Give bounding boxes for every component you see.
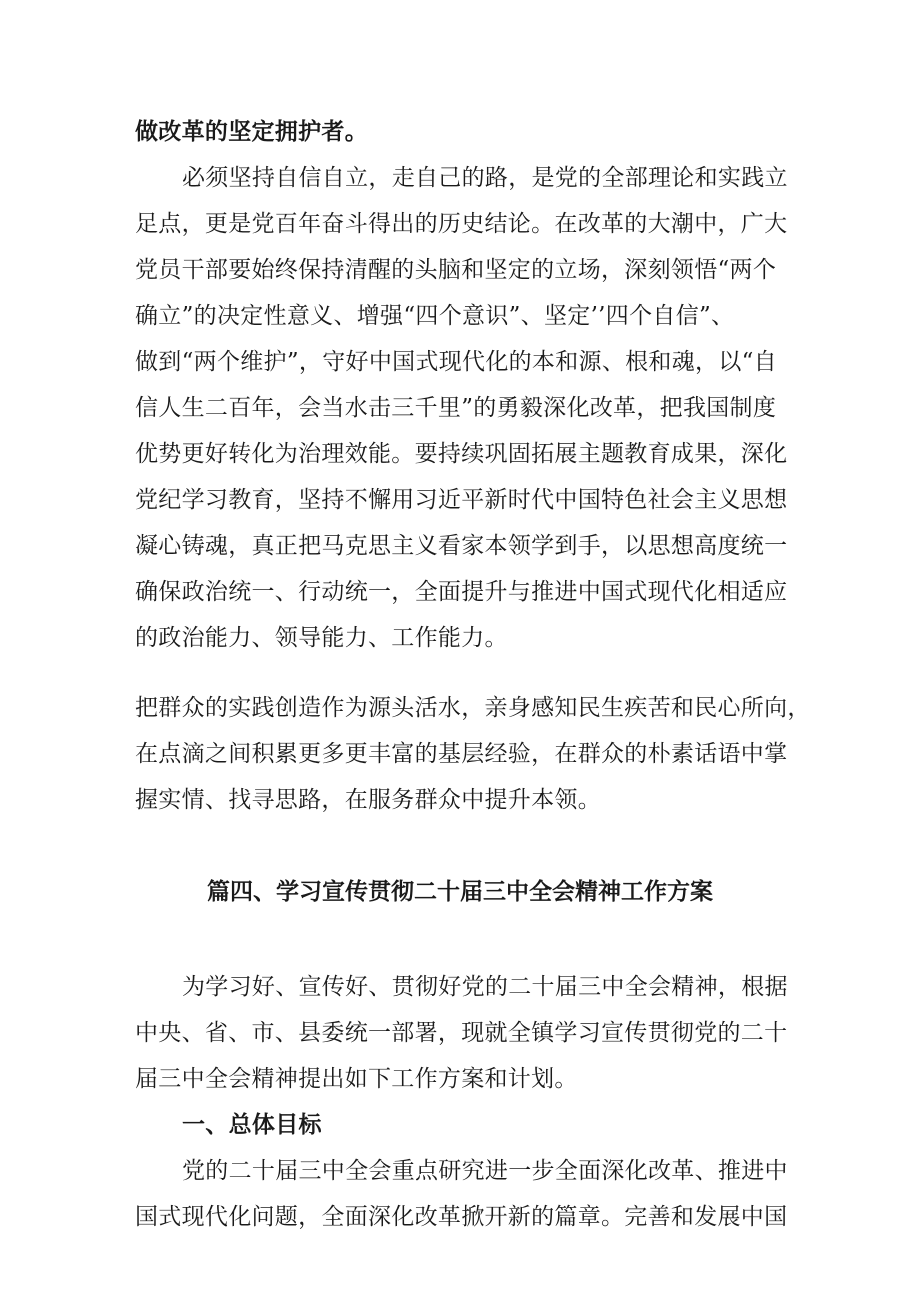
paragraph-line: 优势更好转化为治理效能。要持续巩固拓展主题教育成果，深化 (135, 441, 788, 467)
paragraph-line: 党的二十届三中全会重点研究进一步全面深化改革、推进中 (182, 1158, 788, 1184)
paragraph-line: 届三中全会精神提出如下工作方案和计划。 (135, 1066, 578, 1092)
paragraph-line: 为学习好、宣传好、贯彻好党的二十届三中全会精神，根据 (182, 974, 788, 1000)
paragraph-line: 党纪学习教育，坚持不懈用习近平新时代中国特色社会主义思想 (135, 487, 788, 513)
paragraph-line: 党员干部要始终保持清醒的头脑和坚定的立场，深刻领悟“两个 (135, 257, 777, 283)
paragraph-line: 必须坚持自信自立，走自己的路，是党的全部理论和实践立 (182, 165, 788, 191)
paragraph-line: 足点，更是党百年奋斗得出的历史结论。在改革的大潮中，广大 (135, 211, 788, 237)
paragraph-line: 把群众的实践创造作为源头活水，亲身感知民生疾苦和民心所向， (135, 695, 811, 721)
paragraph-line: 的政治能力、领导能力、工作能力。 (135, 625, 508, 651)
paragraph-line: 在点滴之间积累更多更丰富的基层经验，在群众的朴素话语中掌 (135, 741, 788, 767)
section-heading: 篇四、学习宣传贯彻二十届三中全会精神工作方案 (207, 879, 713, 905)
paragraph-line: 握实情、找寻思路，在服务群众中提升本领。 (135, 787, 601, 813)
paragraph-ending-line: 做改革的坚定拥护者。 (135, 119, 368, 145)
paragraph-line: 中央、省、市、县委统一部署，现就全镇学习宣传贯彻党的二十 (135, 1020, 788, 1046)
paragraph-line: 信人生二百年，会当水击三千里”的勇毅深化改革，把我国制度 (135, 395, 777, 421)
paragraph-line: 做到“两个维护”，守好中国式现代化的本和源、根和魂，以“自 (135, 349, 777, 375)
paragraph-line: 国式现代化问题，全面深化改革掀开新的篇章。完善和发展中国 (135, 1204, 788, 1230)
paragraph-line: 确保政治统一、行动统一，全面提升与推进中国式现代化相适应 (135, 579, 788, 605)
subsection-title: 一、总体目标 (182, 1112, 322, 1138)
paragraph-line: 确立”的决定性意义、增强“四个意识”、坚定’’四个自信”、 (135, 303, 735, 329)
paragraph-line: 凝心铸魂，真正把马克思主义看家本领学到手，以思想高度统一 (135, 533, 788, 559)
